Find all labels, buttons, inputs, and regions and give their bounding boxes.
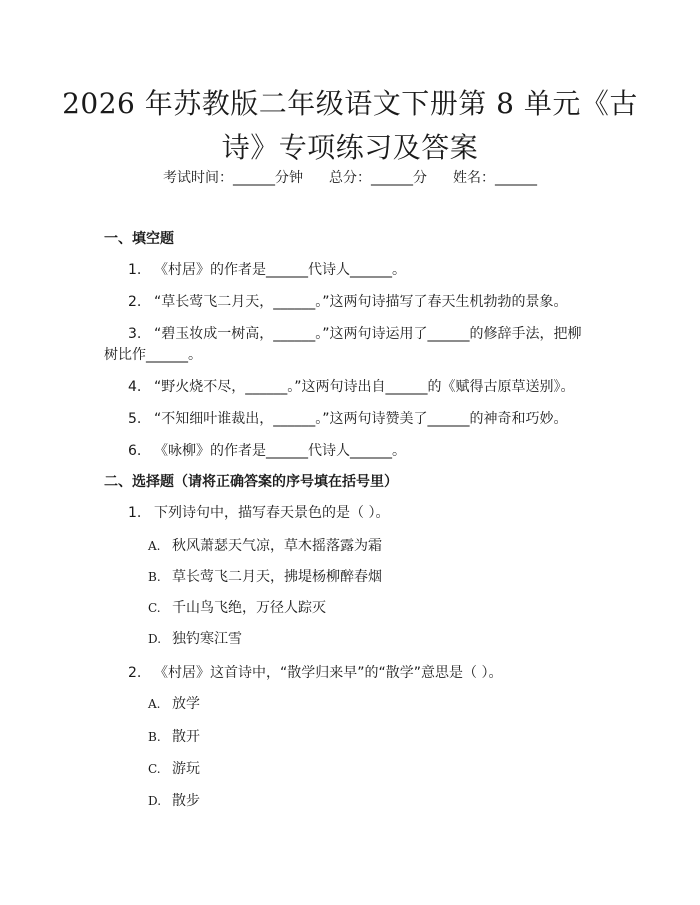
choice-question: [128, 503, 593, 523]
question-text: “碧玉妆成一树高，______。”这两句诗运用了______的修辞手法，把柳: [154, 326, 582, 342]
question-text: 《村居》的作者是______代诗人______。: [154, 262, 406, 278]
option-key: A.: [148, 697, 161, 711]
question-number: 3.: [128, 326, 142, 342]
choice-option: [148, 598, 326, 618]
section-heading-choice: 二、选择题（请将正确答案的序号填在括号里）: [104, 474, 398, 490]
option-key: B.: [148, 570, 161, 584]
fill-question: [128, 409, 593, 429]
question-text: 下列诗句中，描写春天景色的是（ ）。: [154, 505, 390, 521]
exam-time: 考试时间：______分钟: [163, 170, 303, 186]
fill-question: [128, 441, 593, 461]
question-number: 2.: [128, 665, 142, 681]
question-number: 4.: [128, 379, 142, 395]
option-key: D.: [148, 632, 162, 646]
question-text: 《咏柳》的作者是______代诗人______。: [154, 443, 406, 459]
option-text: 草长莺飞二月天，拂堤杨柳醉春烟: [172, 569, 382, 585]
title-line-1: 2026 年苏教版二年级语文下册第 8 单元《古: [62, 87, 638, 120]
option-text: 散步: [172, 793, 200, 809]
question-number: 1.: [128, 262, 142, 278]
student-name: 姓名：______: [453, 170, 537, 186]
option-key: A.: [148, 539, 161, 553]
fill-question-continuation: 树比作______。: [104, 347, 202, 363]
page-title: [60, 82, 640, 170]
exam-meta: [0, 168, 700, 188]
question-number: 1.: [128, 505, 142, 521]
choice-option: [148, 759, 200, 779]
exam-score: 总分：______分: [329, 170, 427, 186]
option-text: 放学: [172, 696, 200, 712]
question-text: 《村居》这首诗中，“散学归来早”的“散学”意思是（ ）。: [154, 665, 503, 681]
fill-question: [128, 292, 593, 312]
option-text: 散开: [172, 729, 200, 745]
title-line-2: 诗》专项练习及答案: [221, 131, 479, 164]
question-number: 5.: [128, 411, 142, 427]
question-number: 6.: [128, 443, 142, 459]
option-text: 千山鸟飞绝，万径人踪灭: [172, 600, 326, 616]
question-text: “野火烧不尽，______。”这两句诗出自______的《赋得古原草送别》。: [154, 379, 575, 395]
choice-option: [148, 694, 200, 714]
choice-option: [148, 536, 382, 556]
question-number: 2.: [128, 294, 142, 310]
option-text: 秋风萧瑟天气凉，草木摇落露为霜: [172, 538, 382, 554]
choice-option: [148, 727, 200, 747]
question-text: “草长莺飞二月天，______。”这两句诗描写了春天生机勃勃的景象。: [154, 294, 568, 310]
fill-question: [128, 260, 593, 280]
option-key: B.: [148, 730, 161, 744]
choice-option: [148, 567, 382, 587]
option-text: 独钓寒江雪: [172, 631, 242, 647]
choice-option: [148, 629, 242, 649]
choice-option: [148, 791, 200, 811]
option-text: 游玩: [172, 761, 200, 777]
option-key: D.: [148, 794, 162, 808]
option-key: C.: [148, 762, 161, 776]
fill-question: [128, 377, 593, 397]
choice-question: [128, 663, 593, 683]
section-heading-fill-in: 一、填空题: [104, 231, 174, 247]
fill-question: [128, 324, 593, 344]
question-text: “不知细叶谁裁出，______。”这两句诗赞美了______的神奇和巧妙。: [154, 411, 568, 427]
option-key: C.: [148, 601, 161, 615]
